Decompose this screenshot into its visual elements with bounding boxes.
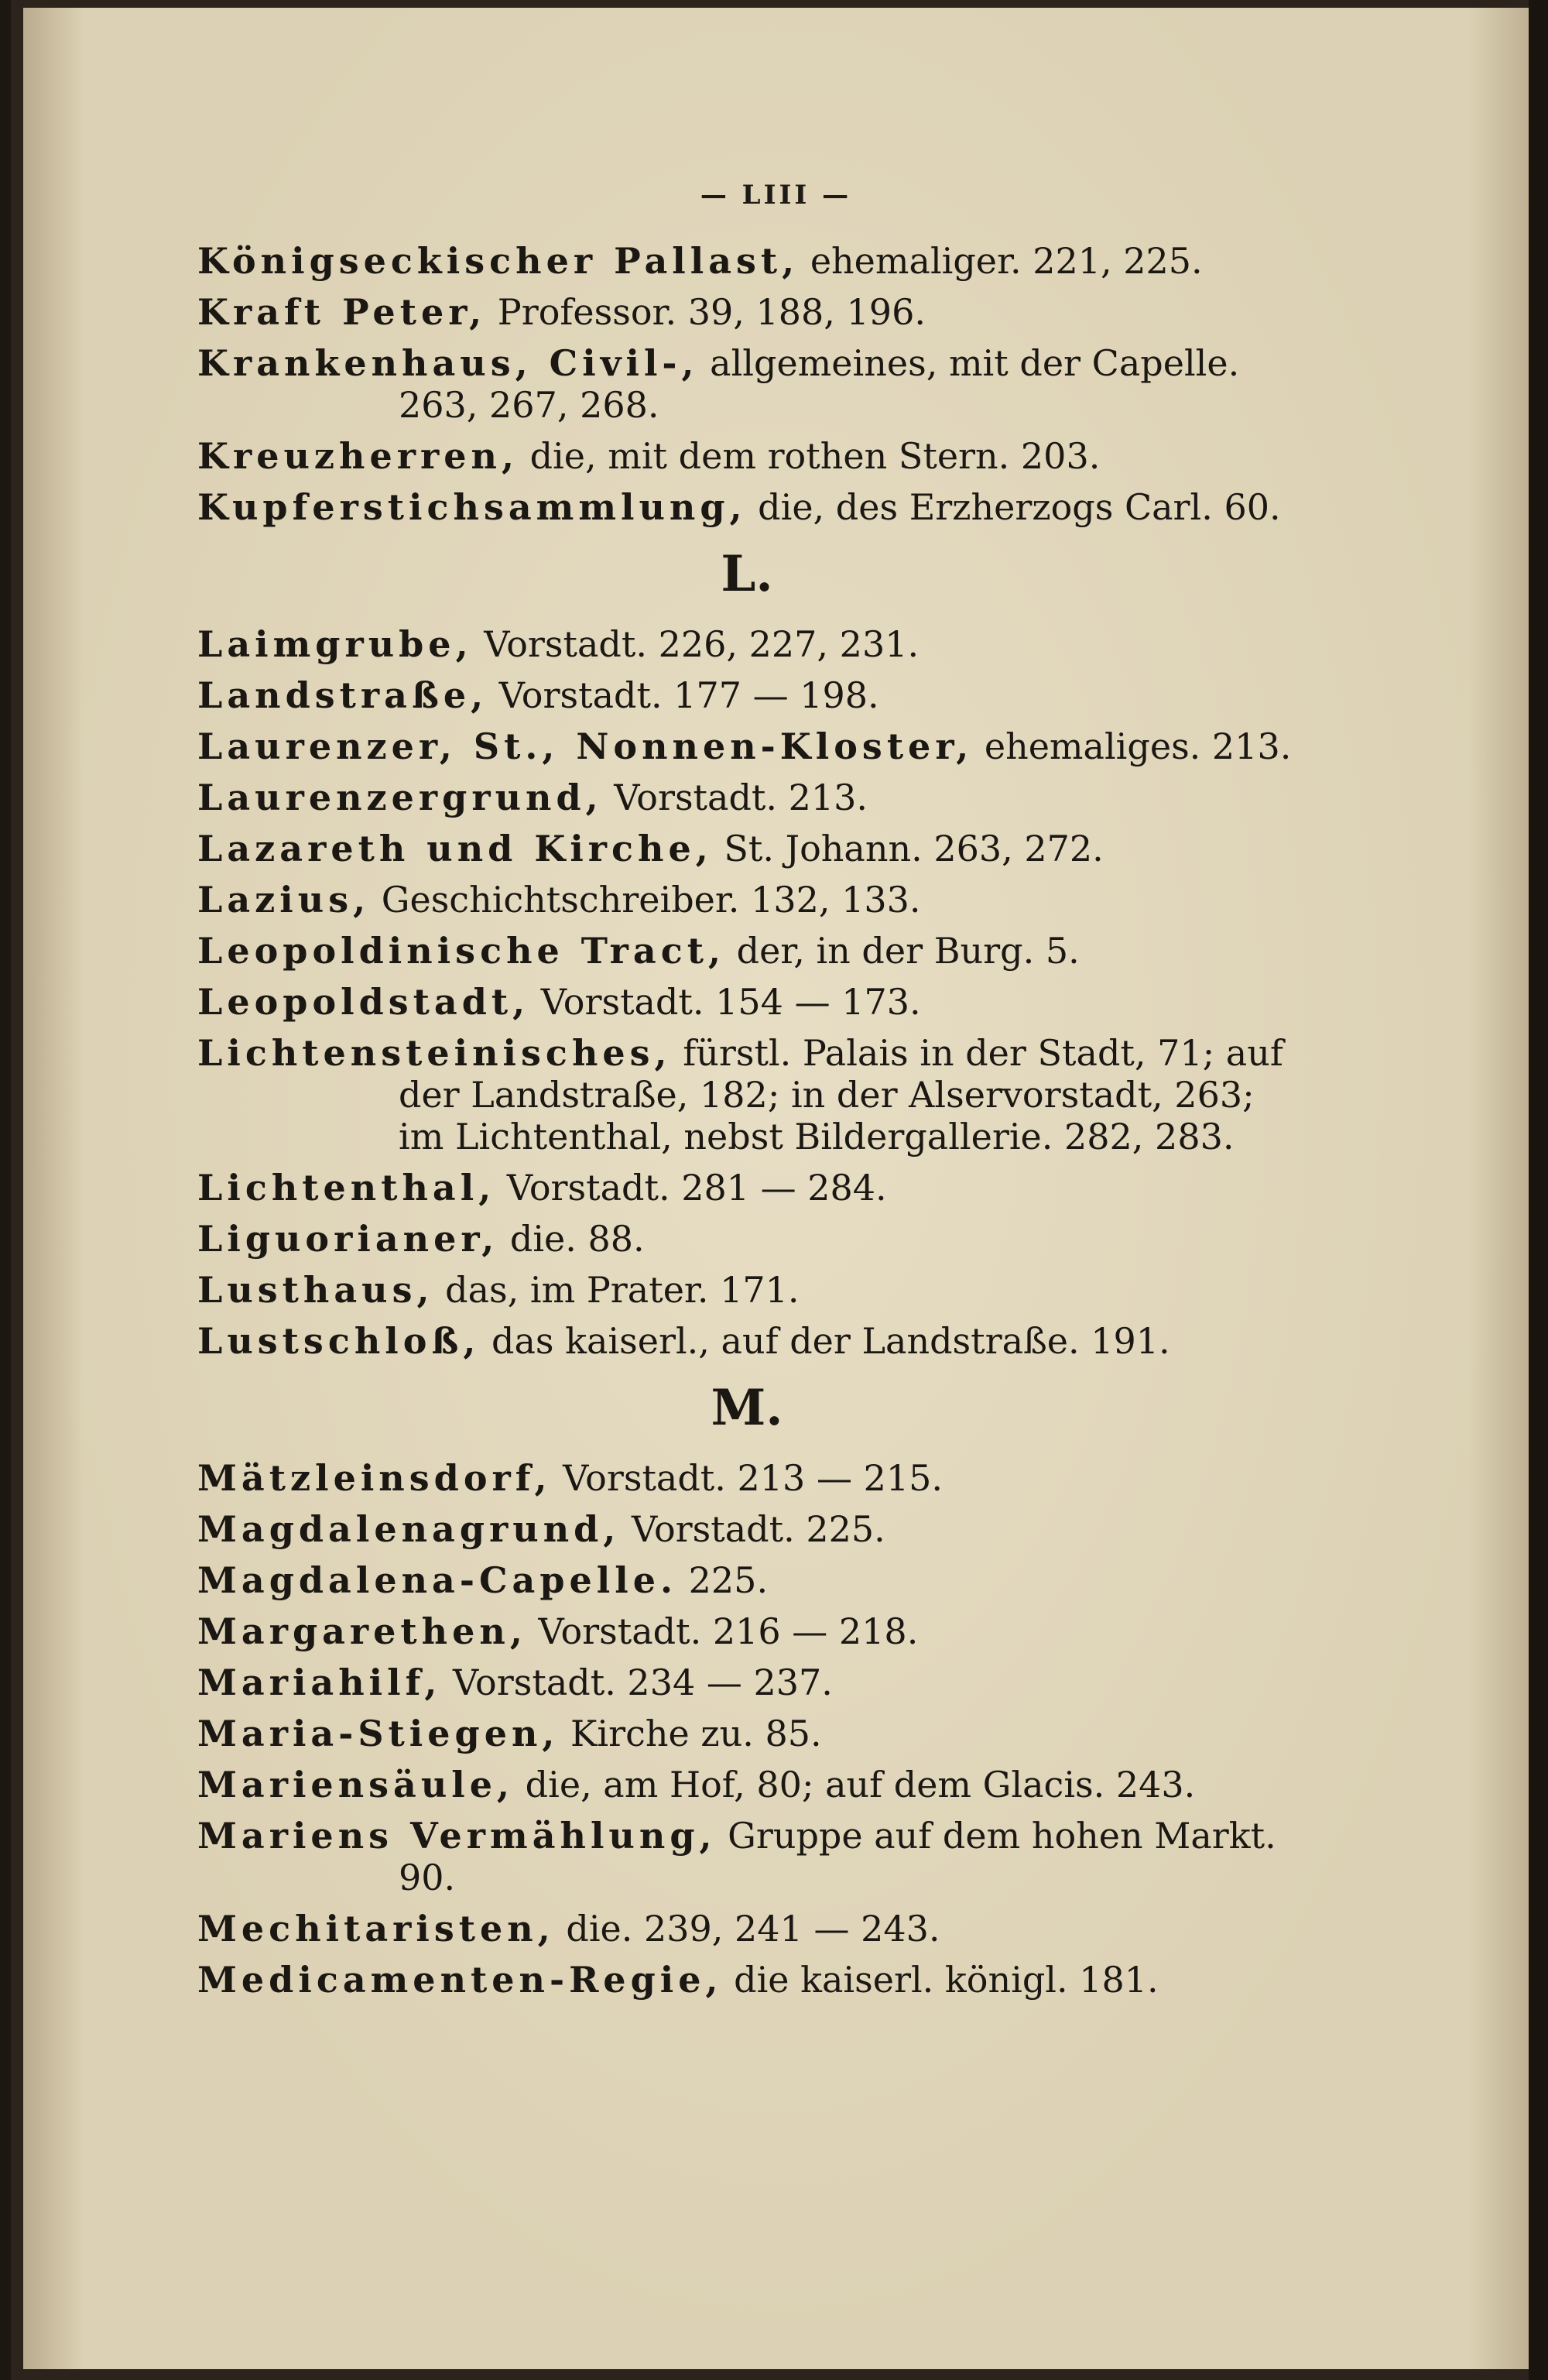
index-entry (197, 486, 1296, 528)
entry-head: Mariahilf, (197, 1662, 442, 1703)
index-entry (197, 291, 1296, 333)
entry-head: Landstraße, (197, 674, 488, 716)
book-page (23, 8, 1529, 2369)
entry-head: Medicamenten-Regie, (197, 1959, 723, 2001)
book-spine (0, 0, 11, 2380)
index-entry (197, 1508, 1296, 1550)
entry-text: Vorstadt. 154 — 173. (529, 981, 921, 1023)
entry-text: Vorstadt. 213. (602, 777, 868, 818)
entry-text: Vorstadt. 226, 227, 231. (472, 623, 920, 665)
entry-text: die, des Erzherzogs Carl. 60. (746, 486, 1281, 528)
section-letter-l: L. (721, 545, 773, 603)
index-entry (197, 1908, 1296, 1950)
entry-head: Mätzleinsdorf, (197, 1457, 552, 1499)
entry-text: Vorstadt. 216 — 218. (526, 1610, 919, 1652)
entry-head: Liguorianer, (197, 1218, 499, 1260)
entry-head: Maria-Stiegen, (197, 1713, 560, 1754)
index-entry (197, 725, 1296, 767)
entry-text: St. Johann. 263, 272. (712, 828, 1104, 869)
entry-head: Magdalena-Capelle. (197, 1559, 678, 1601)
entry-head: Mechitaristen, (197, 1908, 555, 1950)
entry-text: die, mit dem rothen Stern. 203. (518, 435, 1101, 477)
entry-text: Vorstadt. 213 — 215. (551, 1457, 943, 1499)
entry-head: Kraft Peter, (197, 291, 487, 333)
index-entry (197, 1559, 1296, 1601)
entry-text: Geschichtschreiber. 132, 133. (370, 879, 921, 921)
entry-head: Leopoldinische Tract, (197, 930, 725, 972)
entry-text: allgemeines, mit der Capelle. 263, 267, 268. (399, 342, 1240, 426)
entry-head: Lusthaus, (197, 1269, 434, 1311)
index-entry (197, 342, 1296, 426)
index-entry (197, 1662, 1296, 1703)
index-entry (197, 828, 1296, 869)
entry-head: Margarethen, (197, 1610, 527, 1652)
entry-text: die. 239, 241 — 243. (554, 1908, 940, 1950)
index-entries (197, 240, 1296, 2010)
index-entry (197, 1815, 1296, 1898)
page-number-header: — LIII — (700, 180, 852, 211)
entry-text: Vorstadt. 225. (620, 1508, 885, 1550)
index-section-k (197, 240, 1296, 528)
entry-text: ehemaliger. 221, 225. (799, 240, 1203, 282)
entry-text: die. 88. (498, 1218, 645, 1260)
index-entry (197, 674, 1296, 716)
index-entry (197, 435, 1296, 477)
index-entry (197, 1032, 1296, 1157)
index-entry (197, 1457, 1296, 1499)
index-section-l (197, 623, 1296, 1362)
entry-head: Mariensäule, (197, 1764, 515, 1806)
index-entry (197, 1713, 1296, 1754)
index-entry (197, 1959, 1296, 2001)
entry-text: Professor. 39, 188, 196. (486, 291, 926, 333)
entry-head: Lichtensteinisches, (197, 1032, 672, 1074)
index-entry (197, 1218, 1296, 1260)
entry-text: Gruppe auf dem hohen Markt. 90. (399, 1815, 1276, 1898)
index-entry (197, 1764, 1296, 1806)
entry-head: Laurenzergrund, (197, 777, 603, 818)
entry-text: Vorstadt. 281 — 284. (495, 1167, 887, 1209)
index-entry (197, 1610, 1296, 1652)
entry-head: Kreuzherren, (197, 435, 519, 477)
index-entry (197, 879, 1296, 921)
entry-text: das kaiserl., auf der Landstraße. 191. (480, 1320, 1170, 1362)
entry-text: 225. (677, 1559, 769, 1601)
entry-head: Lustschloß, (197, 1320, 481, 1362)
entry-head: Laurenzer, St., Nonnen-Kloster, (197, 725, 974, 767)
entry-text: ehemaliges. 213. (973, 725, 1292, 767)
entry-text: fürstl. Palais in der Stadt, 71; auf der Landstraße, 182; in der Alservorstadt, 263; im Lichtenthal, nebst Bildergallerie. 282, 283. (399, 1032, 1283, 1157)
index-entry (197, 240, 1296, 282)
index-entry (197, 1167, 1296, 1209)
index-entry (197, 930, 1296, 972)
entry-head: Krankenhaus, Civil-, (197, 342, 699, 384)
entry-head: Königseckischer Pallast, (197, 240, 800, 282)
entry-text: Vorstadt. 234 — 237. (441, 1662, 833, 1703)
entry-text: der, in der Burg. 5. (725, 930, 1080, 972)
index-section-m (197, 1457, 1296, 2001)
entry-text: Vorstadt. 177 — 198. (488, 674, 879, 716)
entry-head: Lichtenthal, (197, 1167, 496, 1209)
entry-head: Lazareth und Kirche, (197, 828, 713, 869)
index-entry (197, 623, 1296, 665)
index-entry (197, 777, 1296, 818)
entry-head: Lazius, (197, 879, 371, 921)
section-letter-m: M. (711, 1379, 783, 1437)
entry-head: Mariens Vermählung, (197, 1815, 717, 1857)
entry-head: Laimgrube, (197, 623, 473, 665)
page-edge-shadow (1529, 0, 1548, 2380)
entry-head: Leopoldstadt, (197, 981, 530, 1023)
entry-text: Kirche zu. 85. (559, 1713, 822, 1754)
entry-head: Kupferstichsammlung, (197, 486, 747, 528)
entry-text: das, im Prater. 171. (433, 1269, 800, 1311)
index-entry (197, 1320, 1296, 1362)
index-entry (197, 981, 1296, 1023)
entry-text: die kaiserl. königl. 181. (722, 1959, 1159, 2001)
index-entry (197, 1269, 1296, 1311)
entry-head: Magdalenagrund, (197, 1508, 621, 1550)
entry-text: die, am Hof, 80; auf dem Glacis. 243. (514, 1764, 1196, 1806)
